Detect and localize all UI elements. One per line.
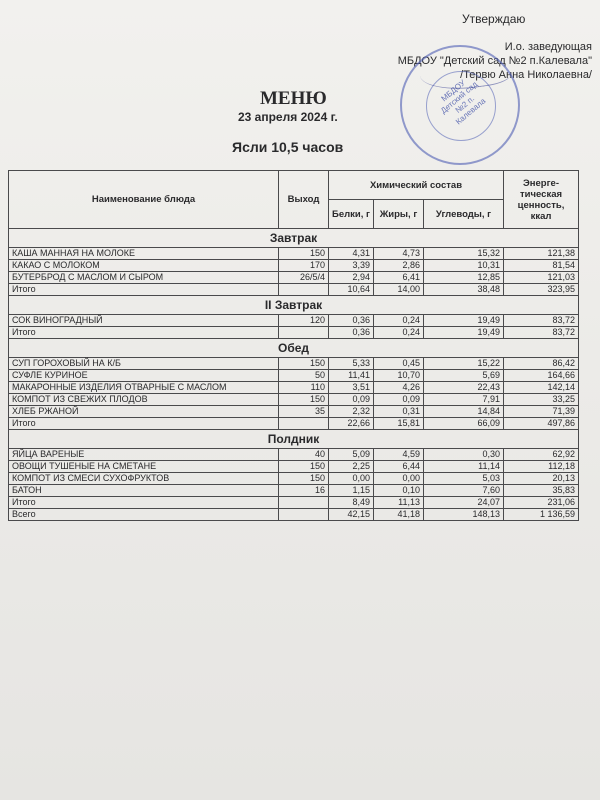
table-row — [9, 248, 579, 260]
dish-output — [279, 497, 329, 509]
dish-protein: 2,25 — [329, 461, 374, 473]
header-protein: Белки, г — [329, 200, 374, 229]
dish-carbs: 22,43 — [424, 382, 504, 394]
dish-fat: 14,00 — [374, 284, 424, 296]
group-name: Ясли 10,5 часов — [232, 139, 344, 155]
dish-carbs: 5,03 — [424, 473, 504, 485]
dish-carbs: 7,60 — [424, 485, 504, 497]
dish-carbs: 24,07 — [424, 497, 504, 509]
dish-output: 150 — [279, 473, 329, 485]
dish-fat: 4,26 — [374, 382, 424, 394]
section-header — [9, 296, 579, 315]
dish-fat: 4,59 — [374, 449, 424, 461]
dish-protein: 0,09 — [329, 394, 374, 406]
dish-carbs: 7,91 — [424, 394, 504, 406]
table-row — [9, 382, 579, 394]
dish-name: СОК ВИНОГРАДНЫЙ — [9, 315, 279, 327]
menu-date: 23 апреля 2024 г. — [238, 110, 338, 124]
section-title: Завтрак — [9, 229, 579, 248]
dish-carbs: 19,49 — [424, 327, 504, 339]
dish-name: КОМПОТ ИЗ СВЕЖИХ ПЛОДОВ — [9, 394, 279, 406]
dish-energy: 112,18 — [504, 461, 579, 473]
section-header — [9, 430, 579, 449]
dish-output: 150 — [279, 394, 329, 406]
dish-energy: 323,95 — [504, 284, 579, 296]
dish-carbs: 0,30 — [424, 449, 504, 461]
dish-output — [279, 509, 329, 521]
dish-fat: 10,70 — [374, 370, 424, 382]
dish-fat: 0,10 — [374, 485, 424, 497]
header-energy: Энерге-тическая ценность, ккал — [504, 171, 579, 229]
dish-protein: 5,09 — [329, 449, 374, 461]
dish-output — [279, 327, 329, 339]
dish-protein: 3,51 — [329, 382, 374, 394]
dish-carbs: 19,49 — [424, 315, 504, 327]
dish-energy: 83,72 — [504, 327, 579, 339]
dish-name: ХЛЕБ РЖАНОЙ — [9, 406, 279, 418]
dish-protein: 3,39 — [329, 260, 374, 272]
approval-position: И.о. заведующая — [504, 41, 592, 53]
dish-name: КОМПОТ ИЗ СМЕСИ СУХОФРУКТОВ — [9, 473, 279, 485]
dish-fat: 6,44 — [374, 461, 424, 473]
table-row — [9, 394, 579, 406]
section-title: Полдник — [9, 430, 579, 449]
dish-fat: 6,41 — [374, 272, 424, 284]
dish-name: МАКАРОННЫЕ ИЗДЕЛИЯ ОТВАРНЫЕ С МАСЛОМ — [9, 382, 279, 394]
dish-carbs: 11,14 — [424, 461, 504, 473]
dish-name: Итого — [9, 497, 279, 509]
approval-person: /Тервю Анна Николаевна/ — [460, 69, 592, 81]
dish-carbs: 66,09 — [424, 418, 504, 430]
dish-fat: 4,73 — [374, 248, 424, 260]
dish-name: БУТЕРБРОД С МАСЛОМ И СЫРОМ — [9, 272, 279, 284]
dish-energy: 83,72 — [504, 315, 579, 327]
dish-carbs: 12,85 — [424, 272, 504, 284]
section-total-row — [9, 327, 579, 339]
dish-output: 50 — [279, 370, 329, 382]
dish-fat: 2,86 — [374, 260, 424, 272]
dish-carbs: 38,48 — [424, 284, 504, 296]
dish-output — [279, 284, 329, 296]
dish-name: Итого — [9, 327, 279, 339]
dish-output: 150 — [279, 461, 329, 473]
dish-fat: 0,09 — [374, 394, 424, 406]
dish-name: ОВОЩИ ТУШЕНЫЕ НА СМЕТАНЕ — [9, 461, 279, 473]
section-header — [9, 339, 579, 358]
dish-name: БАТОН — [9, 485, 279, 497]
header-name: Наименование блюда — [9, 171, 279, 229]
table-row — [9, 315, 579, 327]
dish-protein: 5,33 — [329, 358, 374, 370]
dish-output: 26/5/4 — [279, 272, 329, 284]
dish-fat: 0,45 — [374, 358, 424, 370]
table-row — [9, 449, 579, 461]
dish-fat: 15,81 — [374, 418, 424, 430]
header-output: Выход — [279, 171, 329, 229]
table-row — [9, 485, 579, 497]
dish-energy: 62,92 — [504, 449, 579, 461]
dish-fat: 0,00 — [374, 473, 424, 485]
section-total-row — [9, 418, 579, 430]
dish-output: 150 — [279, 248, 329, 260]
dish-name: СУФЛЕ КУРИНОЕ — [9, 370, 279, 382]
dish-protein: 8,49 — [329, 497, 374, 509]
grand-total-row — [9, 509, 579, 521]
dish-energy: 121,03 — [504, 272, 579, 284]
dish-protein: 22,66 — [329, 418, 374, 430]
stamp-text: МБДОУ Детский сад №2 п. Калевала — [438, 78, 488, 127]
dish-protein: 42,15 — [329, 509, 374, 521]
dish-energy: 20,13 — [504, 473, 579, 485]
dish-name: СУП ГОРОХОВЫЙ НА К/Б — [9, 358, 279, 370]
dish-output: 110 — [279, 382, 329, 394]
dish-name: Итого — [9, 418, 279, 430]
dish-protein: 2,94 — [329, 272, 374, 284]
table-row — [9, 358, 579, 370]
dish-fat: 11,13 — [374, 497, 424, 509]
page-title: МЕНЮ — [260, 88, 327, 109]
dish-fat: 0,24 — [374, 327, 424, 339]
dish-name: Итого — [9, 284, 279, 296]
dish-output: 35 — [279, 406, 329, 418]
dish-output — [279, 418, 329, 430]
dish-energy: 1 136,59 — [504, 509, 579, 521]
dish-carbs: 15,32 — [424, 248, 504, 260]
menu-table — [8, 170, 579, 521]
table-row — [9, 272, 579, 284]
section-total-row — [9, 284, 579, 296]
dish-fat: 0,24 — [374, 315, 424, 327]
dish-protein: 1,15 — [329, 485, 374, 497]
section-title: II Завтрак — [9, 296, 579, 315]
table-row — [9, 461, 579, 473]
dish-output: 40 — [279, 449, 329, 461]
section-header — [9, 229, 579, 248]
dish-energy: 86,42 — [504, 358, 579, 370]
section-title: Обед — [9, 339, 579, 358]
dish-energy: 142,14 — [504, 382, 579, 394]
header-carbs: Углеводы, г — [424, 200, 504, 229]
dish-energy: 35,83 — [504, 485, 579, 497]
dish-energy: 497,86 — [504, 418, 579, 430]
dish-carbs: 15,22 — [424, 358, 504, 370]
dish-protein: 0,36 — [329, 327, 374, 339]
dish-energy: 164,66 — [504, 370, 579, 382]
dish-carbs: 148,13 — [424, 509, 504, 521]
dish-output: 150 — [279, 358, 329, 370]
table-row — [9, 370, 579, 382]
dish-energy: 33,25 — [504, 394, 579, 406]
dish-protein: 10,64 — [329, 284, 374, 296]
dish-protein: 4,31 — [329, 248, 374, 260]
dish-name: КАША МАННАЯ НА МОЛОКЕ — [9, 248, 279, 260]
dish-carbs: 10,31 — [424, 260, 504, 272]
dish-name: КАКАО С МОЛОКОМ — [9, 260, 279, 272]
dish-energy: 121,38 — [504, 248, 579, 260]
dish-carbs: 5,69 — [424, 370, 504, 382]
dish-energy: 81,54 — [504, 260, 579, 272]
dish-energy: 71,39 — [504, 406, 579, 418]
dish-energy: 231,06 — [504, 497, 579, 509]
table-row — [9, 260, 579, 272]
dish-output: 120 — [279, 315, 329, 327]
dish-protein: 2,32 — [329, 406, 374, 418]
table-row — [9, 473, 579, 485]
dish-carbs: 14,84 — [424, 406, 504, 418]
approval-org: МБДОУ "Детский сад №2 п.Калевала" — [397, 55, 592, 67]
menu-body — [9, 229, 579, 521]
approval-title: Утверждаю — [462, 12, 526, 26]
dish-protein: 0,36 — [329, 315, 374, 327]
header-chem: Химический состав — [329, 171, 504, 200]
dish-name: Всего — [9, 509, 279, 521]
section-total-row — [9, 497, 579, 509]
dish-protein: 0,00 — [329, 473, 374, 485]
dish-output: 170 — [279, 260, 329, 272]
table-row — [9, 406, 579, 418]
header-fat: Жиры, г — [374, 200, 424, 229]
dish-protein: 11,41 — [329, 370, 374, 382]
dish-fat: 41,18 — [374, 509, 424, 521]
dish-fat: 0,31 — [374, 406, 424, 418]
dish-output: 16 — [279, 485, 329, 497]
dish-name: ЯЙЦА ВАРЕНЫЕ — [9, 449, 279, 461]
